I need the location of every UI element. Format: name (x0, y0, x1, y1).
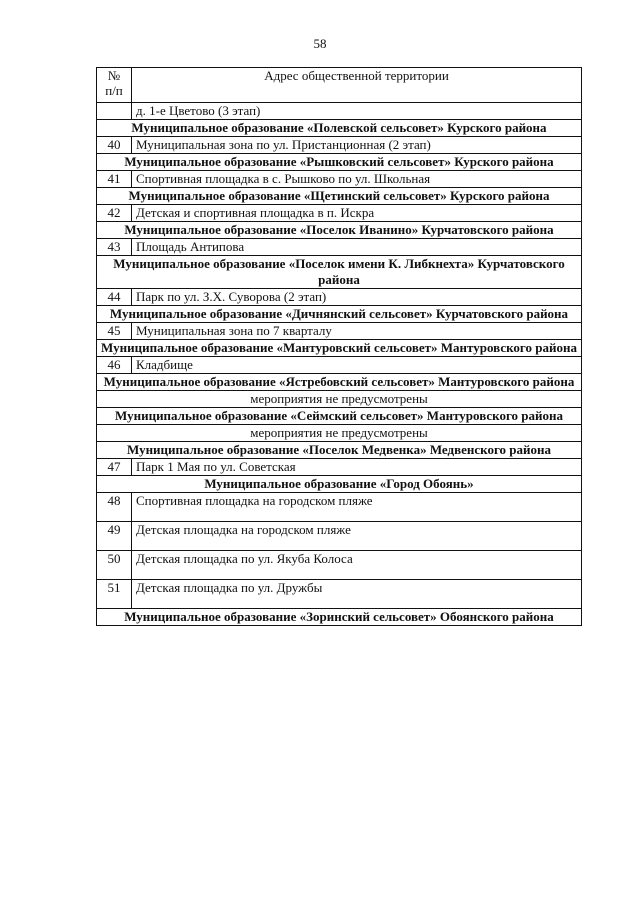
row-number (97, 103, 132, 120)
no-measures-row (97, 391, 582, 408)
territory-address: Кладбище (132, 357, 582, 374)
municipality-heading-row (97, 188, 582, 205)
municipality-heading: Муниципальное образование «Мантуровский сельсовет» Мантуровского района (97, 340, 582, 357)
table-row (97, 580, 582, 609)
table-row (97, 522, 582, 551)
municipality-heading: Муниципальное образование «Зоринский сельсовет» Обоянского района (97, 609, 582, 626)
municipality-heading-row (97, 120, 582, 137)
municipality-heading-row (97, 340, 582, 357)
column-header-number: № п/п (97, 68, 132, 103)
row-number: 44 (97, 289, 132, 306)
territory-address: Детская площадка по ул. Якуба Колоса (132, 551, 582, 580)
municipality-heading: Муниципальное образование «Полевской сельсовет» Курского района (97, 120, 582, 137)
territory-address: Спортивная площадка на городском пляже (132, 493, 582, 522)
row-number: 48 (97, 493, 132, 522)
municipality-heading: Муниципальное образование «Дичнянский сельсовет» Курчатовского района (97, 306, 582, 323)
table-body (97, 103, 582, 626)
table-row (97, 239, 582, 256)
municipality-heading-row (97, 222, 582, 239)
table-row (97, 289, 582, 306)
municipality-heading-row (97, 306, 582, 323)
municipality-heading-row (97, 442, 582, 459)
row-number: 49 (97, 522, 132, 551)
row-number: 42 (97, 205, 132, 222)
table-row (97, 171, 582, 188)
no-measures-row (97, 425, 582, 442)
territory-address: Детская площадка на городском пляже (132, 522, 582, 551)
page-number: 58 (313, 36, 327, 51)
row-number: 40 (97, 137, 132, 154)
municipality-heading: Муниципальное образование «Город Обоянь» (97, 476, 582, 493)
territory-table (96, 67, 582, 626)
territory-address: Муниципальная зона по ул. Пристанционная (2 этап) (132, 137, 582, 154)
municipality-heading-row (97, 408, 582, 425)
municipality-heading-row (97, 609, 582, 626)
territory-address: Детская и спортивная площадка в п. Искра (132, 205, 582, 222)
row-number: 43 (97, 239, 132, 256)
municipality-heading-row (97, 476, 582, 493)
table-row (97, 357, 582, 374)
table-row (97, 459, 582, 476)
table-row (97, 205, 582, 222)
territory-address: Спортивная площадка в с. Рышково по ул. Школьная (132, 171, 582, 188)
municipality-heading-row (97, 154, 582, 171)
territory-address: Парк 1 Мая по ул. Советская (132, 459, 582, 476)
table-row (97, 137, 582, 154)
municipality-heading: Муниципальное образование «Поселок Медвенка» Медвенского района (97, 442, 582, 459)
table-row (97, 551, 582, 580)
municipality-heading: Муниципальное образование «Сеймский сельсовет» Мантуровского района (97, 408, 582, 425)
no-measures-note: мероприятия не предусмотрены (97, 425, 582, 442)
territory-address: Детская площадка по ул. Дружбы (132, 580, 582, 609)
row-number: 41 (97, 171, 132, 188)
row-number: 47 (97, 459, 132, 476)
territory-address: Муниципальная зона по 7 кварталу (132, 323, 582, 340)
municipality-heading: Муниципальное образование «Ястребовский сельсовет» Мантуровского района (97, 374, 582, 391)
row-number: 46 (97, 357, 132, 374)
column-header-address: Адрес общественной территории (132, 68, 582, 103)
row-number: 50 (97, 551, 132, 580)
no-measures-note: мероприятия не предусмотрены (97, 391, 582, 408)
row-number: 45 (97, 323, 132, 340)
municipality-heading: Муниципальное образование «Поселок Иванино» Курчатовского района (97, 222, 582, 239)
municipality-heading: Муниципальное образование «Рышковский сельсовет» Курского района (97, 154, 582, 171)
row-number: 51 (97, 580, 132, 609)
territory-address: Парк по ул. З.Х. Суворова (2 этап) (132, 289, 582, 306)
territory-address: д. 1-е Цветово (3 этап) (132, 103, 582, 120)
municipality-heading-row (97, 374, 582, 391)
table-row (97, 493, 582, 522)
table-row (97, 323, 582, 340)
municipality-heading: Муниципальное образование «Поселок имени К. Либкнехта» Курчатовского района (97, 256, 582, 289)
municipality-heading-row (97, 256, 582, 289)
territory-address: Площадь Антипова (132, 239, 582, 256)
municipality-heading: Муниципальное образование «Щетинский сельсовет» Курского района (97, 188, 582, 205)
table-header-row (97, 68, 582, 103)
table-row (97, 103, 582, 120)
